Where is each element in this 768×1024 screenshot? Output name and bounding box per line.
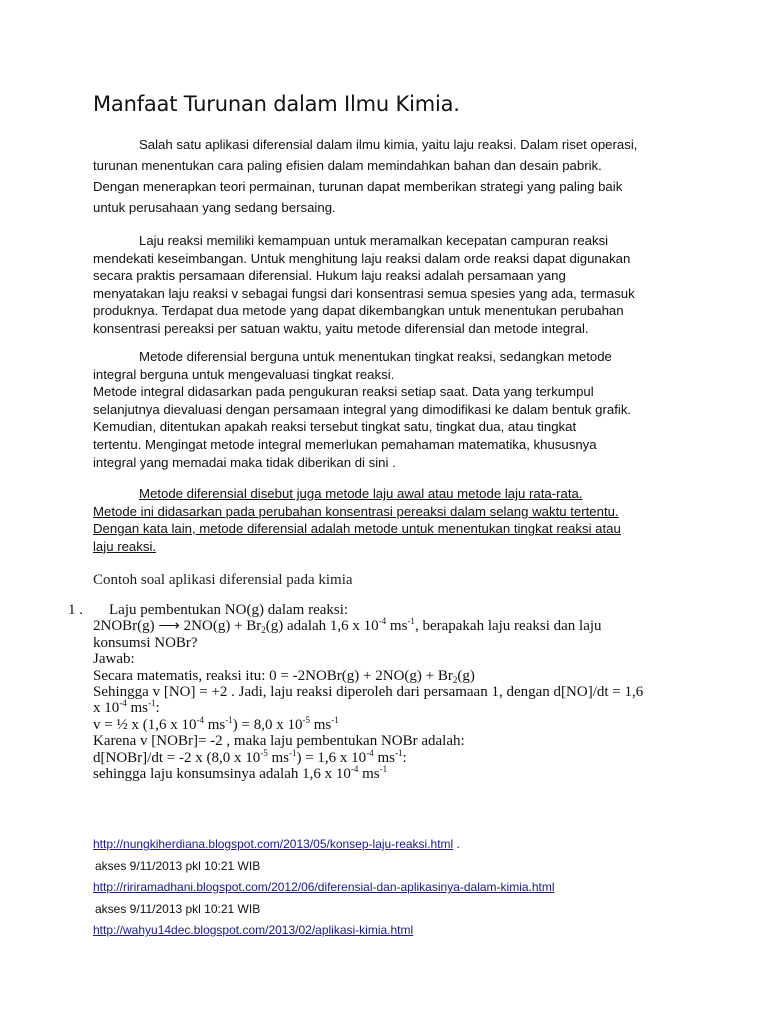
problem-line: konsumsi NOBr?: [93, 634, 198, 651]
paragraph-laju-reaksi: [93, 232, 673, 338]
paragraph-line: Dengan menerapkan teori permainan, turunan dapat memberikan strategi yang paling baik: [93, 179, 623, 194]
paragraph-line: Metode diferensial berguna untuk menentukan tingkat reaksi, sedangkan metode: [139, 349, 612, 364]
paragraph-line: integral yang memadai maka tidak diberikan di sini .: [93, 454, 396, 470]
access-date-2: akses 9/11/2013 pkl 10:21 WIB: [95, 901, 261, 916]
paragraph-line: produknya. Terdapat dua metode yang dapat dikembangkan untuk menentukan perubahan: [93, 303, 624, 319]
paragraph-line: mendekati keseimbangan. Untuk menghitung laju reaksi dalam orde reaksi dapat digunakan: [93, 250, 631, 266]
paragraph-line: untuk perusahaan yang sedang bersaing.: [93, 200, 336, 215]
problem-body: [93, 602, 683, 782]
example-heading: Contoh soal aplikasi diferensial pada kimia: [93, 572, 353, 588]
reference-link-2[interactable]: http://ririramadhani.blogspot.com/2012/06/diferensial-dan-aplikasinya-dalam-kimia.html: [93, 880, 555, 894]
problem-line: Secara matematis, reaksi itu: 0 = -2NOBr(g) + $2NO(g) + Br_2(g)$: [93, 667, 475, 685]
paragraph-line: tertentu. Mengingat metode integral memerlukan pemahaman matematika, khususnya: [93, 436, 597, 452]
problem-line: 2NOBr(g) ⟶ $2NO(g) + Br_2(g)$ adalah 1,6 x $10^{-4}$ $ms^{-1}$, berapakah laju reaksi dan laju: [93, 616, 602, 636]
paragraph-line: Kemudian, ditentukan apakah reaksi tersebut tingkat satu, tingkat dua, atau tingkat: [93, 419, 577, 435]
paragraph-line: integral berguna untuk mengevaluasi tingkat reaksi.: [93, 366, 395, 382]
problem-line: Sehingga v [NO] = +2 . Jadi, laju reaksi diperoleh dari persamaan 1, dengan d[NO]/dt = 1,6: [93, 684, 644, 701]
references: [93, 834, 555, 942]
access-date-1: akses 9/11/2013 pkl 10:21 WIB: [95, 858, 261, 873]
reference-line: [93, 877, 555, 899]
paragraph-line: laju reaksi.: [93, 538, 157, 554]
paragraph-line: menyatakan laju reaksi v sebagai fungsi dari konsentrasi semua spesies yang ada, termasuk: [93, 285, 635, 301]
paragraph-line: Laju reaksi memiliki kemampuan untuk meramalkan kecepatan campuran reaksi: [139, 233, 609, 248]
paragraph-line: Metode ini didasarkan pada perubahan konsentrasi pereaksi dalam selang waktu tertentu.: [93, 503, 619, 519]
paragraph-line: Metode diferensial disebut juga metode laju awal atau metode laju rata-rata.: [139, 486, 583, 501]
reference-link-3[interactable]: http://wahyu14dec.blogspot.com/2013/02/aplikasi-kimia.html: [93, 923, 414, 937]
paragraph-metode: [93, 348, 673, 471]
problem-line: v = ½ x (1,6 x $10^{-4}$ $ms^{-1}) = 8,0$ x $10^{-5}$ $ms^{-1}$: [93, 714, 339, 733]
problem-line: x $10^{-4}$ $ms^{-1}$:: [93, 698, 160, 717]
paragraph-metode-diferensial: [93, 485, 673, 555]
paragraph-line: secara praktis persamaan diferensial. Hukum laju reaksi adalah persamaan yang: [93, 268, 566, 284]
problem-line: d[NOBr]/dt = -2 x (8,0 x $10^{-5}$ $ms^{-1}) = 1,6$ x $10^{-4}$ $ms^{-1}$:: [93, 747, 407, 766]
problem-number: 1 .: [68, 602, 83, 618]
problem-line: Karena v [NOBr]= -2 , maka laju pembentukan NOBr adalah:: [93, 733, 465, 750]
paragraph-intro: [93, 134, 673, 218]
reference-line: http://nungkiherdiana.blogspot.com/2013/05/konsep-laju-reaksi.html .: [93, 837, 460, 851]
page-title: Manfaat Turunan dalam Ilmu Kimia.: [93, 92, 460, 116]
reference-line: [93, 920, 555, 942]
paragraph-line: turunan menentukan cara paling efisien dalam memindahkan bahan dan desain pabrik.: [93, 158, 602, 173]
reference-link-1[interactable]: http://nungkiherdiana.blogspot.com/2013/05/konsep-laju-reaksi.html: [93, 837, 454, 851]
problem-line: Jawab:: [93, 651, 135, 668]
paragraph-line: konsentrasi pereaksi per satuan waktu, yaitu metode diferensial dan metode integral.: [93, 320, 589, 336]
paragraph-line: Metode integral didasarkan pada pengukuran reaksi setiap saat. Data yang terkumpul: [93, 384, 594, 400]
paragraph-line: selanjutnya dievaluasi dengan persamaan integral yang dimodifikasi ke dalam bentuk grafik.: [93, 401, 632, 417]
paragraph-line: Salah satu aplikasi diferensial dalam ilmu kimia, yaitu laju reaksi. Dalam riset operasi,: [139, 137, 638, 152]
paragraph-line: Dengan kata lain, metode diferensial adalah metode untuk menentukan tingkat reaksi atau: [93, 521, 621, 537]
problem-line: Laju pembentukan NO(g) dalam reaksi:: [109, 602, 349, 618]
problem-line: sehingga laju konsumsinya adalah 1,6 x $10^{-4}$ $ms^{-1}$: [93, 764, 388, 783]
